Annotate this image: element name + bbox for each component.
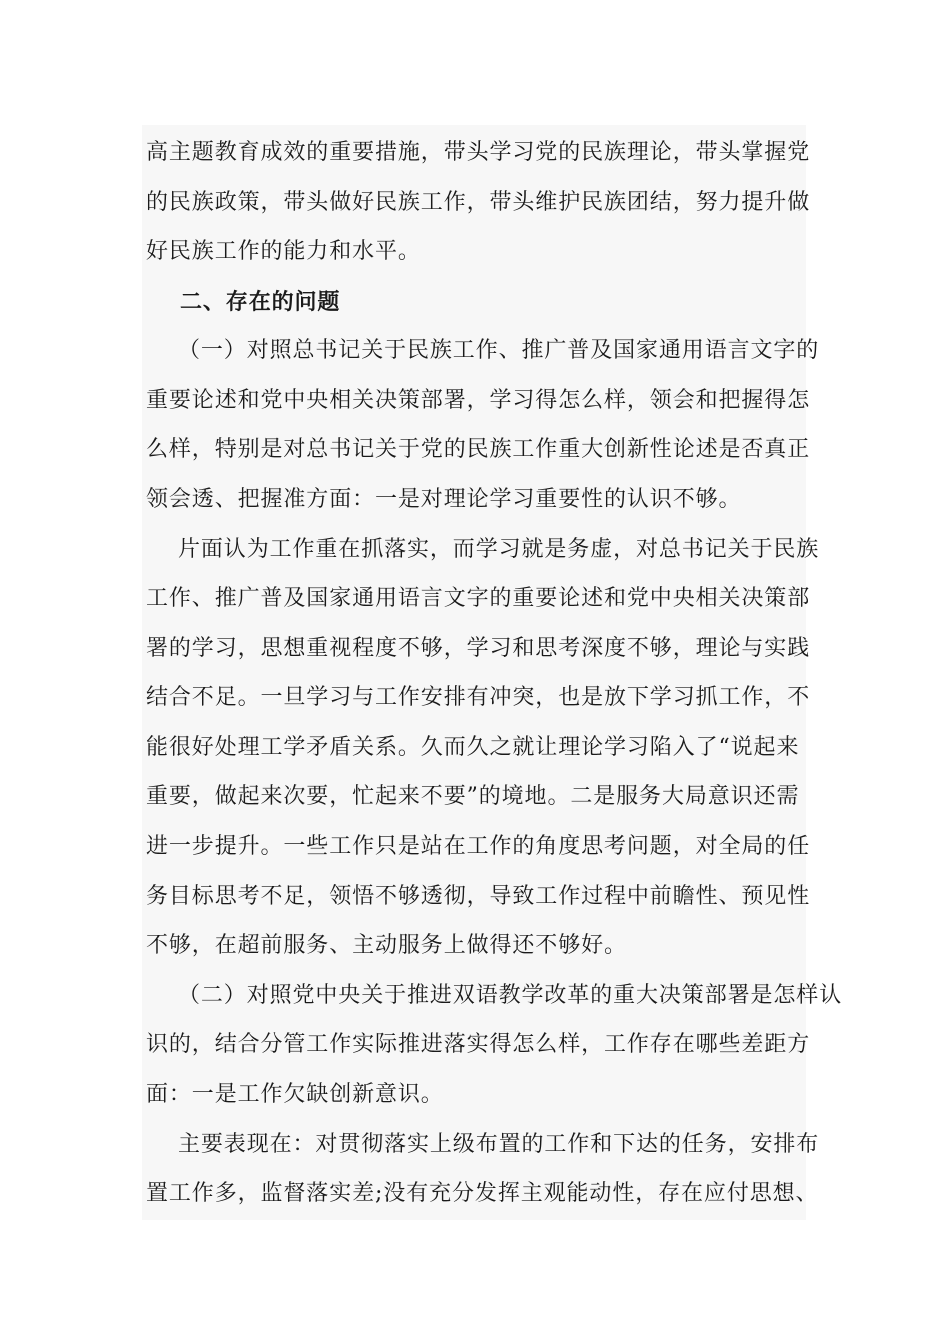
body-line: 么样，特别是对总书记关于党的民族工作重大创新性论述是否真正 (146, 437, 811, 462)
body-line: 领会透、把握准方面：一是对理论学习重要性的认识不够。 (146, 487, 742, 512)
body-line: 面：一是工作欠缺创新意识。 (146, 1082, 444, 1107)
section-heading: 二、存在的问题 (180, 289, 341, 315)
subsection-heading: （一）对照总书记关于民族工作、推广普及国家通用语言文字的 (178, 338, 820, 363)
body-line: 务目标思考不足，领悟不够透彻，导致工作过程中前瞻性、预见性 (146, 884, 811, 909)
body-line: 进一步提升。一些工作只是站在工作的角度思考问题，对全局的任 (146, 834, 811, 859)
body-line: 能很好处理工学矛盾关系。久而久之就让理论学习陷入了“说起来 (146, 735, 800, 760)
body-line: 置工作多，监督落实差;没有充分发挥主观能动性，存在应付思想、 (146, 1181, 819, 1206)
subsection-heading: （二）对照党中央关于推进双语教学改革的重大决策部署是怎样认 (178, 983, 843, 1008)
body-line: 署的学习，思想重视程度不够，学习和思考深度不够，理论与实践 (146, 636, 811, 661)
body-line: 工作、推广普及国家通用语言文字的重要论述和党中央相关决策部 (146, 586, 811, 611)
body-line: 识的，结合分管工作实际推进落实得怎么样，工作存在哪些差距方 (146, 1032, 811, 1057)
body-line: 重要，做起来次要，忙起来不要”的境地。二是服务大局意识还需 (146, 784, 800, 809)
body-line: 好民族工作的能力和水平。 (146, 239, 421, 264)
body-line: 高主题教育成效的重要措施，带头学习党的民族理论，带头掌握党 (146, 140, 811, 165)
body-line: 的民族政策，带头做好民族工作，带头维护民族团结，努力提升做 (146, 190, 811, 215)
body-line: 不够，在超前服务、主动服务上做得还不够好。 (146, 933, 627, 958)
body-line: 结合不足。一旦学习与工作安排有冲突，也是放下学习抓工作，不 (146, 685, 811, 710)
paragraph-start: 主要表现在：对贯彻落实上级布置的工作和下达的任务，安排布 (178, 1132, 820, 1157)
body-line: 重要论述和党中央相关决策部署，学习得怎么样，领会和把握得怎 (146, 388, 811, 413)
document-body (142, 125, 843, 1220)
paragraph-start: 片面认为工作重在抓落实，而学习就是务虚，对总书记关于民族 (178, 537, 820, 562)
